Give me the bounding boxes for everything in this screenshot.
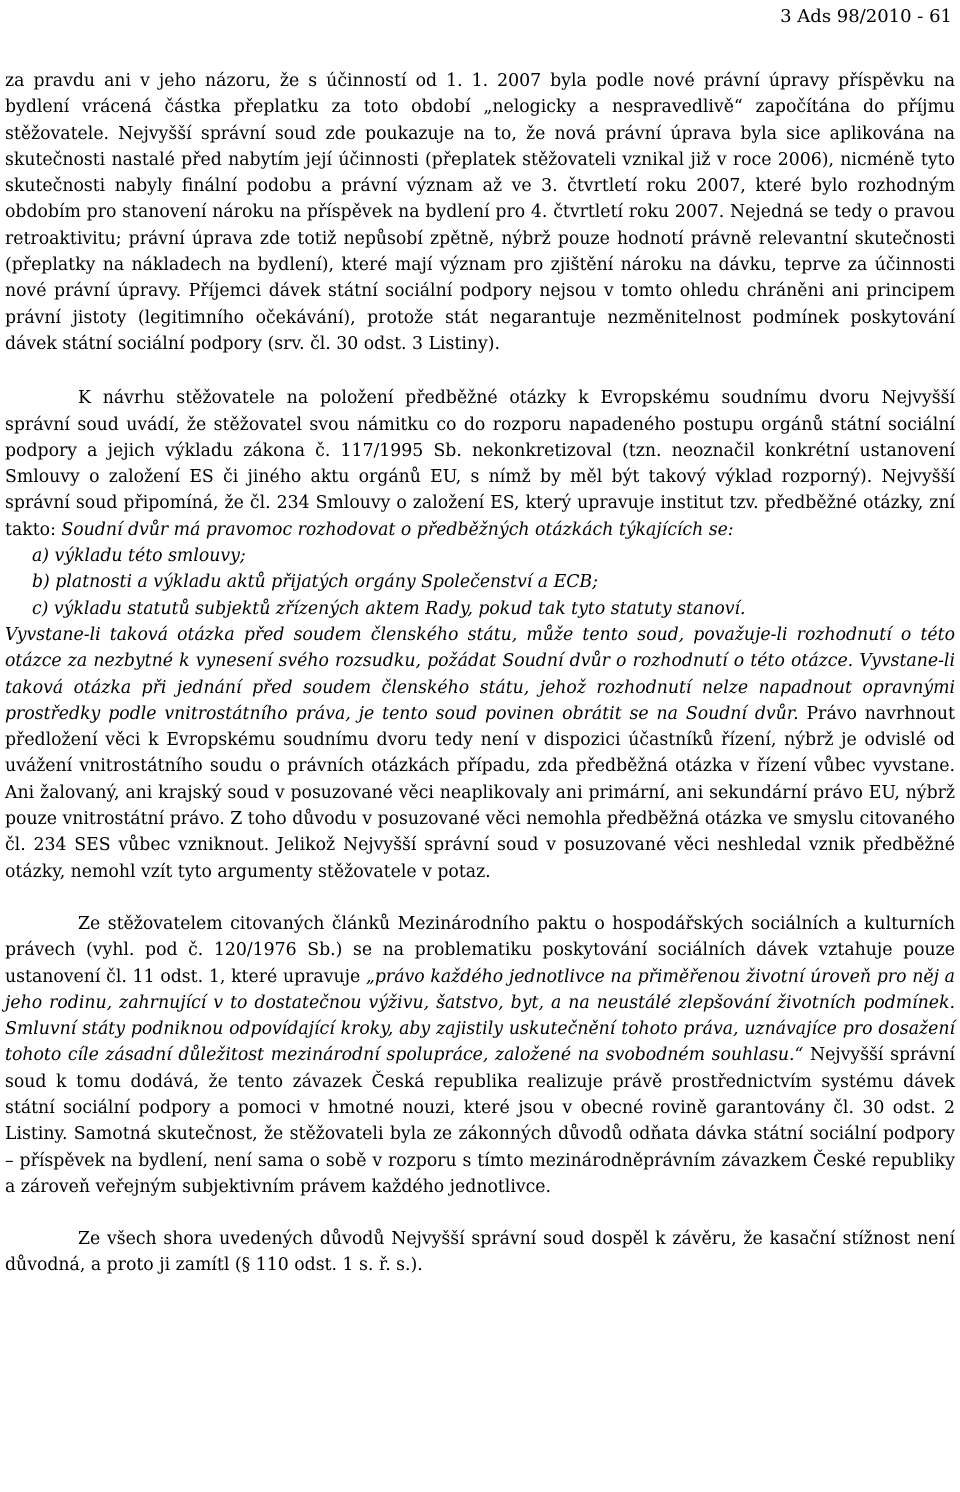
list-item-text: a) výkladu této smlouvy; xyxy=(32,546,246,567)
treaty-quote: Vyvstane-li taková otázka před soudem členského státu, může tento soud, považuje-li rozhodnutí o této otázce za nezbytné k vynesení svého rozsudku, požádat Soudní dvůr o rozhodnutí o této otázce. Vyvstane-li taková otázka při jednání před soudem členského státu, jehož rozhodnutí nelze napadnout opravnými prostředky podle vnitrostátního práva, je tento soud povinen obrátit se na Soudní dvůr. xyxy=(5,624,955,724)
paragraph-covenant xyxy=(5,911,955,1200)
paragraph-treaty-quote-continued xyxy=(5,622,955,885)
paragraph-preliminary-question xyxy=(5,385,955,543)
list-item-a xyxy=(5,543,955,569)
paragraph-text: Ze stěžovatelem citovaných článků Mezinárodního paktu o hospodářských sociálních a kulturních právech (vyhl. pod č. 120/1976 Sb.) se na problematiku poskytování sociálních dávek vztahuje pouze ustanovení čl. 11 odst. 1, které upravuje xyxy=(5,913,955,987)
list-item-text: c) výkladu statutů subjektů zřízených aktem Rady, pokud tak tyto statuty stanoví. xyxy=(32,598,746,619)
list-item-text: b) platnosti a výkladu aktů přijatých orgány Společenství a ECB; xyxy=(32,572,598,593)
paragraph-text: Právo navrhnout předložení věci k Evropskému soudnímu dvoru tedy není v dispozici účastníků řízení, nýbrž je odvislé od uvážení vnitrostátního soudu o právních otázkách případu, zda předběžná otázka v řízení vůbec vyvstane. Ani žalovaný, ani krajský soud v posuzované věci neaplikovaly ani primární, ani sekundární právo EU, nýbrž pouze vnitrostátní právo. Z toho důvodu v posuzované věci nemohla předběžná otázka ve smyslu citovaného čl. 234 SES vůbec vzniknout. Jelikož Nejvyšší správní soud v posuzované věci neshledal vznik předběžné otázky, nemohl vzít tyto argumenty stěžovatele v potaz. xyxy=(5,703,956,882)
paragraph-retroactivity: za pravdu ani v jeho názoru, že s účinností od 1. 1. 2007 byla podle nové právní úpravy příspěvku na bydlení vrácená částka přeplatku za toto období „nelogicky a nespravedlivě“ započítána do příjmu stěžovatele. Nejvyšší správní soud zde poukazuje na to, že nová právní úprava byla sice aplikována na skutečnosti nastalé před nabytím její účinnosti (přeplatek stěžovateli vznikal již v roce 2006), nicméně tyto skutečnosti nabyly finální podobu a právní význam až ve 3. čtvrtletí roku 2007, které bylo rozhodným obdobím pro stanovení nároku na příspěvek na bydlení pro 4. čtvrtletí roku 2007. Nejedná se tedy o pravou retroaktivitu; právní úprava zde totiž nepůsobí zpětně, nýbrž pouze hodnotí právně relevantní skutečnosti (přeplatky na nákladech na bydlení), které mají význam pro zjištění nároku na dávku, teprve za účinnosti nové právní úpravy. Příjemci dávek státní sociální podpory nejsou v tomto ohledu chráněni ani principem právní jistoty (legitimního očekávání), protože stát negarantuje nezměnitelnost podmínek poskytování dávek státní sociální podpory (srv. čl. 30 odst. 3 Listiny). xyxy=(5,71,955,354)
list-item-c xyxy=(5,596,955,622)
paragraph-text: Nejvyšší správní soud k tomu dodává, že tento závazek Česká republika realizuje právě prostřednictvím systému dávek státní sociální podpory a pomoci v hmotné nouzi, které jsou v obecné rovině garantovány čl. 30 odst. 2 Listiny. Samotná skutečnost, že stěžovateli byla ze zákonných důvodů odňata dávka státní sociální podpory – příspěvek na bydlení, není sama o sobě v rozporu s tímto mezinárodněprávním závazkem České republiky a zároveň veřejným subjektivním právem každého jednotlivce. xyxy=(5,1045,955,1197)
treaty-quote-intro: Soudní dvůr má pravomoc rozhodovat o předběžných otázkách týkajících se: xyxy=(61,519,734,540)
paragraph-conclusion: Ze všech shora uvedených důvodů Nejvyšší správní soud dospěl k závěru, že kasační stížnost není důvodná, a proto ji zamítl (§ 110 odst. 1 s. ř. s.). xyxy=(5,1229,955,1276)
case-number-header: 3 Ads 98/2010 - 61 xyxy=(780,6,952,27)
covenant-quote: „právo každého jednotlivce na přiměřenou životní úroveň pro něj a jeho rodinu, zahrnující v to dostatečnou výživu, šatstvo, byt, a na neustálé zlepšování životních podmínek. Smluvní státy podniknou odpovídající kroky, aby zajistily uskutečnění tohoto práva, uznávajíce pro dosažení tohoto cíle zásadní důležitost mezinárodní spolupráce, založené na svobodném souhlasu.“ xyxy=(5,966,955,1066)
paragraph-text: K návrhu stěžovatele na položení předběžné otázky k Evropskému soudnímu dvoru Nejvyšší správní soud uvádí, že stěžovatel svou námitku co do rozporu napadeného postupu orgánů státní sociální podpory a jejich výkladu zákona č. 117/1995 Sb. nekonkretizoval (tzn. neoznačil konkrétní ustanovení Smlouvy o založení ES či jiného aktu orgánů EU, s nímž by měl být takový výklad rozporný). Nejvyšší správní soud připomíná, že čl. 234 Smlouvy o založení ES, který upravuje institut tzv. předběžné otázky, zní takto: xyxy=(5,388,955,540)
list-item-b xyxy=(5,569,955,595)
document-body xyxy=(5,68,955,1279)
